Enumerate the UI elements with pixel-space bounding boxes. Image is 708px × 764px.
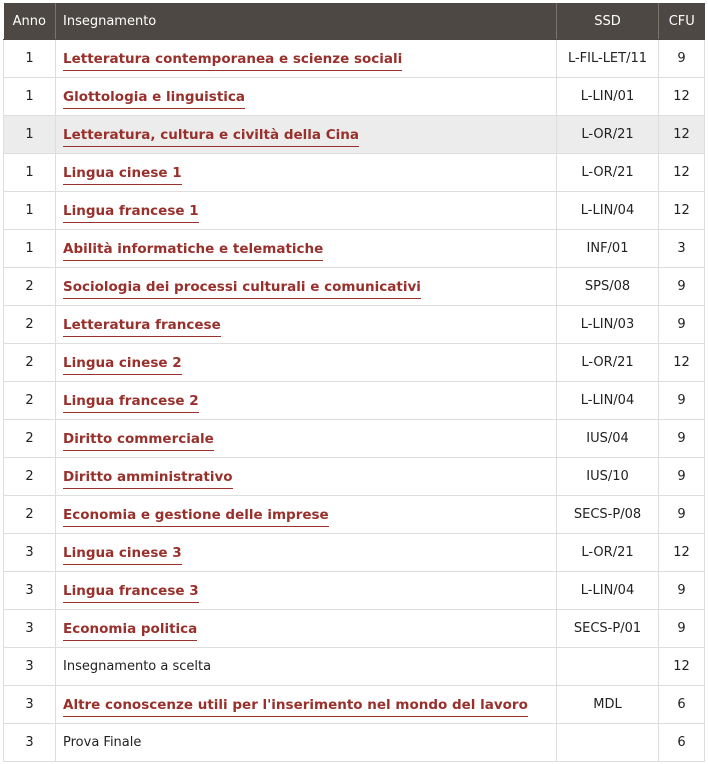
- table-row: [4, 154, 705, 192]
- cfu-cell: 9: [659, 572, 705, 610]
- course-name-plain: Prova Finale: [63, 735, 142, 750]
- ssd-cell: L-FIL-LET/11: [557, 40, 659, 78]
- cfu-cell: 9: [659, 420, 705, 458]
- cfu-cell: 12: [659, 534, 705, 572]
- course-link[interactable]: Altre conoscenze utili per l'inserimento nel mondo del lavoro: [63, 697, 528, 717]
- anno-cell: 3: [4, 724, 56, 762]
- course-link[interactable]: Glottologia e linguistica: [63, 89, 245, 109]
- cfu-cell: 9: [659, 268, 705, 306]
- table-row: [4, 40, 705, 78]
- anno-cell: 1: [4, 154, 56, 192]
- table-row-hovered: [4, 116, 705, 154]
- course-link[interactable]: Letteratura, cultura e civiltà della Cina: [63, 127, 359, 147]
- course-link[interactable]: Lingua cinese 1: [63, 165, 182, 185]
- cfu-cell: 12: [659, 78, 705, 116]
- table-row: [4, 192, 705, 230]
- table-row: [4, 686, 705, 724]
- table-row: [4, 382, 705, 420]
- anno-cell: 3: [4, 648, 56, 686]
- course-link[interactable]: Lingua cinese 3: [63, 545, 182, 565]
- course-link[interactable]: Letteratura francese: [63, 317, 221, 337]
- cfu-cell: 12: [659, 116, 705, 154]
- course-link[interactable]: Sociologia dei processi culturali e comunicativi: [63, 279, 421, 299]
- cfu-cell: 6: [659, 686, 705, 724]
- cfu-cell: 12: [659, 648, 705, 686]
- table-row: [4, 572, 705, 610]
- course-link[interactable]: Lingua francese 3: [63, 583, 199, 603]
- cfu-cell: 9: [659, 610, 705, 648]
- anno-cell: 3: [4, 534, 56, 572]
- ssd-cell: L-LIN/04: [557, 192, 659, 230]
- cfu-cell: 12: [659, 344, 705, 382]
- anno-cell: 2: [4, 382, 56, 420]
- ssd-cell: [557, 648, 659, 686]
- ssd-cell: L-OR/21: [557, 534, 659, 572]
- course-name-plain: Insegnamento a scelta: [63, 659, 212, 674]
- cfu-cell: 9: [659, 496, 705, 534]
- ssd-cell: L-LIN/04: [557, 572, 659, 610]
- cfu-cell: 6: [659, 724, 705, 762]
- ssd-cell: SECS-P/08: [557, 496, 659, 534]
- anno-cell: 3: [4, 572, 56, 610]
- cfu-cell: 3: [659, 230, 705, 268]
- table-row: [4, 610, 705, 648]
- ssd-cell: IUS/10: [557, 458, 659, 496]
- course-link[interactable]: Economia e gestione delle imprese: [63, 507, 329, 527]
- course-link[interactable]: Lingua cinese 2: [63, 355, 182, 375]
- column-header-ssd: SSD: [557, 3, 659, 40]
- ssd-cell: INF/01: [557, 230, 659, 268]
- table-row: [4, 648, 705, 686]
- table-row: [4, 230, 705, 268]
- cfu-cell: 9: [659, 306, 705, 344]
- anno-cell: 1: [4, 78, 56, 116]
- ssd-cell: L-OR/21: [557, 344, 659, 382]
- table-row: [4, 306, 705, 344]
- ssd-cell: SPS/08: [557, 268, 659, 306]
- table-row: [4, 344, 705, 382]
- ssd-cell: [557, 724, 659, 762]
- table-row: [4, 268, 705, 306]
- table-row: [4, 496, 705, 534]
- ssd-cell: L-LIN/03: [557, 306, 659, 344]
- ssd-cell: SECS-P/01: [557, 610, 659, 648]
- column-header-insegnamento: Insegnamento: [56, 3, 557, 40]
- ssd-cell: IUS/04: [557, 420, 659, 458]
- anno-cell: 1: [4, 230, 56, 268]
- cfu-cell: 12: [659, 154, 705, 192]
- anno-cell: 1: [4, 116, 56, 154]
- table-row: [4, 78, 705, 116]
- anno-cell: 3: [4, 610, 56, 648]
- anno-cell: 2: [4, 306, 56, 344]
- ssd-cell: L-OR/21: [557, 154, 659, 192]
- table-row: [4, 534, 705, 572]
- course-link[interactable]: Lingua francese 2: [63, 393, 199, 413]
- anno-cell: 2: [4, 458, 56, 496]
- ssd-cell: L-LIN/04: [557, 382, 659, 420]
- cfu-cell: 12: [659, 192, 705, 230]
- course-table: [3, 3, 705, 762]
- course-link[interactable]: Diritto amministrativo: [63, 469, 233, 489]
- cfu-cell: 9: [659, 458, 705, 496]
- table-body: [4, 40, 705, 762]
- cfu-cell: 9: [659, 382, 705, 420]
- course-table-container: [3, 3, 704, 762]
- anno-cell: 1: [4, 40, 56, 78]
- anno-cell: 1: [4, 192, 56, 230]
- ssd-cell: MDL: [557, 686, 659, 724]
- table-header: [4, 3, 705, 40]
- anno-cell: 2: [4, 268, 56, 306]
- column-header-cfu: CFU: [659, 3, 705, 40]
- table-row: [4, 458, 705, 496]
- anno-cell: 2: [4, 344, 56, 382]
- course-link[interactable]: Lingua francese 1: [63, 203, 199, 223]
- ssd-cell: L-LIN/01: [557, 78, 659, 116]
- anno-cell: 2: [4, 420, 56, 458]
- column-header-anno: Anno: [4, 3, 56, 40]
- course-link[interactable]: Economia politica: [63, 621, 197, 641]
- course-link[interactable]: Letteratura contemporanea e scienze sociali: [63, 51, 402, 71]
- table-row: [4, 420, 705, 458]
- course-link[interactable]: Diritto commerciale: [63, 431, 214, 451]
- ssd-cell: L-OR/21: [557, 116, 659, 154]
- cfu-cell: 9: [659, 40, 705, 78]
- anno-cell: 2: [4, 496, 56, 534]
- table-row: [4, 724, 705, 762]
- anno-cell: 3: [4, 686, 56, 724]
- course-link[interactable]: Abilità informatiche e telematiche: [63, 241, 323, 261]
